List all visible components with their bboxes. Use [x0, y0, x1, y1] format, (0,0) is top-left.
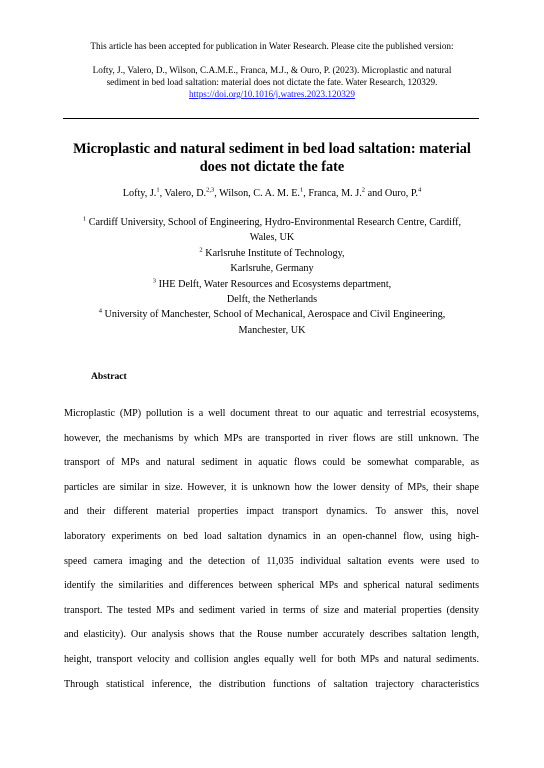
affiliation-mark: 1 — [82, 215, 87, 223]
author-name: Ouro, P. — [384, 188, 418, 199]
affiliation-line — [55, 215, 489, 230]
affiliation-text: Karlsruhe Institute of Technology, — [205, 247, 345, 259]
author-name: Lofty, J. — [122, 188, 157, 199]
abstract-line: transport of MPs and natural sediment in aquatic flows could be somewhat comparable, as — [64, 457, 479, 469]
affiliation-list — [55, 215, 489, 338]
abstract-line: however, the mechanisms by which MPs are transported in river flows are still unknown. The — [64, 432, 479, 444]
affiliation-line — [55, 230, 489, 245]
affiliation-line — [55, 261, 489, 276]
affiliation-line — [55, 323, 489, 338]
abstract-line: particles are similar in size. However, it is unknown how the lower density of MPs, their shape — [64, 481, 479, 493]
title-line-2: does not dictate the fate — [199, 159, 345, 175]
author-separator: and — [365, 188, 385, 199]
author-separator: , — [159, 188, 165, 199]
affiliation-text: Delft, the Netherlands — [226, 294, 318, 306]
affiliation-mark: 4 — [98, 308, 102, 316]
affiliation-text: Karlsruhe, Germany — [230, 263, 314, 275]
author-list — [40, 187, 504, 200]
author-separator: , — [214, 188, 220, 199]
abstract-body — [64, 402, 479, 697]
abstract-line: height, transport velocity and collision angles equally well for both MPs and natural sediments. — [64, 653, 479, 665]
affiliation-text: University of Manchester, School of Mechanical, Aerospace and Civil Engineering, — [104, 309, 446, 321]
author-name: Valero, D. — [164, 188, 207, 199]
affiliation-line — [55, 277, 489, 292]
abstract-line: and their different material properties impact transport dynamics. To answer this, novel — [64, 506, 479, 518]
abstract-line: speed camera imaging and the detection of 11,035 individual saltation events were used to — [64, 555, 479, 567]
abstract-line: Through statistical inference, the distribution functions of saltation trajectory characteristics — [64, 678, 479, 690]
paper-title — [50, 140, 494, 176]
abstract-line: transport. The tested MPs and sediment varied in terms of size and material properties (density — [64, 604, 479, 616]
affiliation-line — [55, 307, 489, 322]
affiliation-text: Manchester, UK — [238, 324, 306, 336]
affiliation-text: Cardiff University, School of Engineering, Hydro-Environmental Research Centre, Cardiff, — [88, 217, 462, 228]
affiliation-line — [55, 246, 489, 261]
affiliation-line — [55, 292, 489, 307]
title-line-1: Microplastic and natural sediment in bed load saltation: material — [73, 141, 471, 157]
abstract-line: and elasticity). Our analysis shows that the Rouse number accurately describes saltation length, — [64, 629, 479, 641]
affiliation-text: Wales, UK — [249, 232, 295, 244]
header-divider — [63, 118, 479, 119]
author-separator: , — [303, 188, 309, 199]
affiliation-text: IHE Delft, Water Resources and Ecosystems department, — [158, 278, 392, 290]
notice-gap — [40, 52, 504, 64]
abstract-line: identify the similarities and differences between spherical MPs and spherical natural sediments — [64, 580, 479, 592]
author-affiliation-mark: 1 — [156, 186, 160, 194]
author-name: Franca, M. J. — [308, 188, 362, 199]
abstract-heading: Abstract — [91, 371, 127, 382]
abstract-line: laboratory experiments on bed load saltation dynamics in an open-channel flow, using high- — [64, 530, 479, 542]
author-affiliation-mark: 4 — [417, 186, 422, 194]
author-affiliation-mark: 2 — [361, 186, 366, 194]
doi-link[interactable]: https://doi.org/10.1016/j.watres.2023.120329 — [189, 89, 355, 99]
author-affiliation-mark: 2,3 — [206, 186, 215, 194]
abstract-line: Microplastic (MP) pollution is a well document threat to our aquatic and terrestrial ecosystems, — [64, 408, 479, 419]
notice-line: This article has been accepted for publication in Water Research. Please cite the published version: — [90, 41, 454, 51]
publication-notice — [40, 40, 504, 100]
affiliation-mark: 2 — [199, 246, 203, 254]
citation-line-1: Lofty, J., Valero, D., Wilson, C.A.M.E., Franca, M.J., & Ouro, P. (2023). Microplastic and natural — [92, 65, 452, 75]
affiliation-mark: 3 — [152, 277, 157, 285]
author-name: Wilson, C. A. M. E. — [219, 188, 300, 199]
citation-line-2: sediment in bed load saltation: material does not dictate the fate. Water Research, 120329. — [106, 77, 438, 87]
author-affiliation-mark: 1 — [299, 186, 304, 194]
